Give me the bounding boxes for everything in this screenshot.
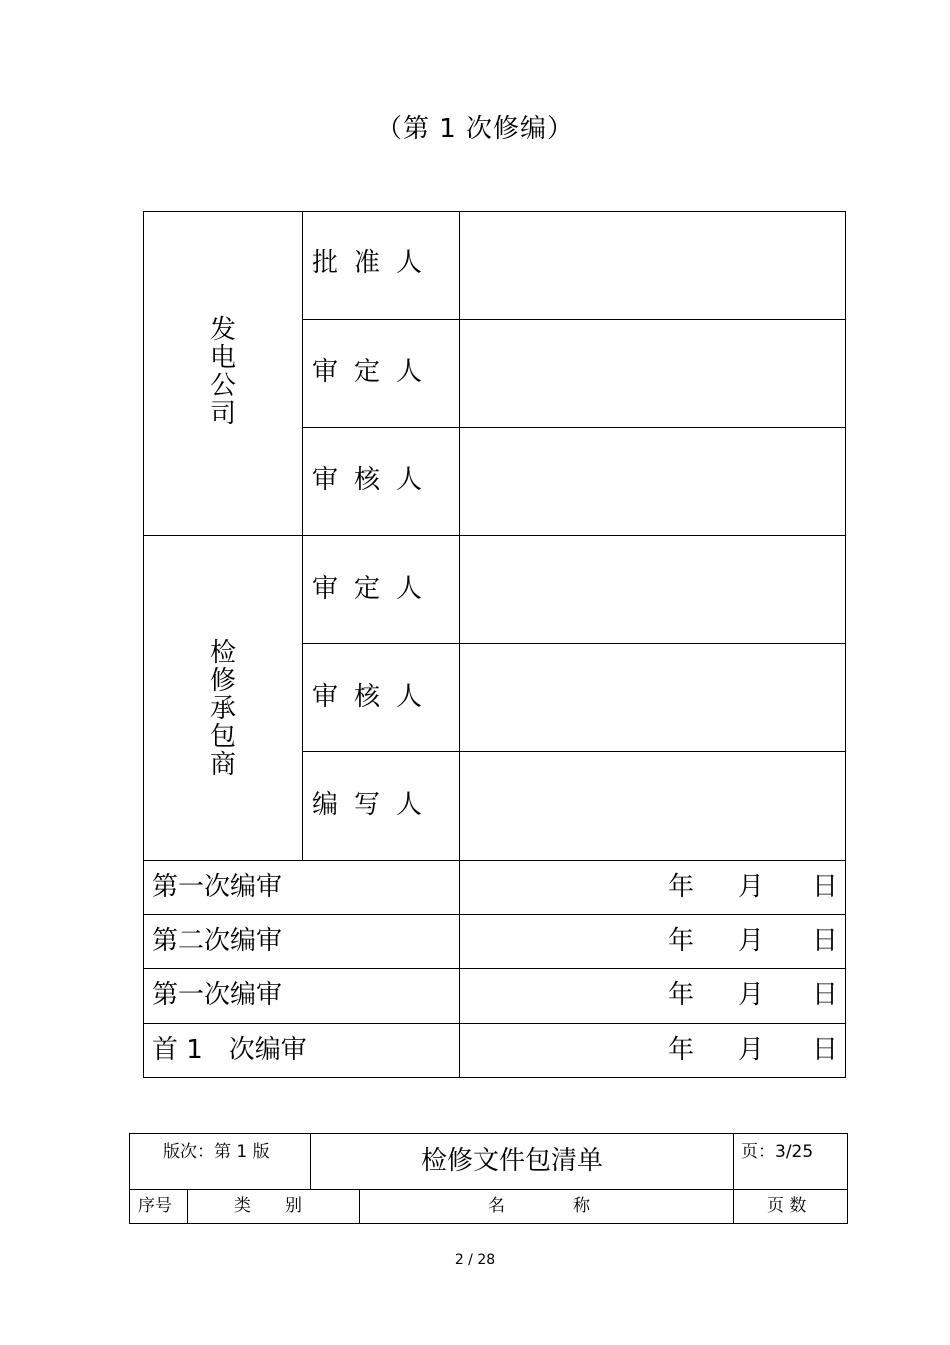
page-number: 2 / 28 bbox=[454, 1252, 496, 1268]
divider bbox=[359, 1189, 360, 1223]
page-heading: （第 1 次修编） bbox=[375, 114, 575, 144]
date-year: 年 bbox=[668, 980, 695, 1010]
date-year: 年 bbox=[668, 926, 695, 956]
group-label-char: 包 bbox=[209, 722, 236, 752]
review-label: 第二次编审 bbox=[152, 926, 283, 956]
group-label-char: 商 bbox=[209, 750, 236, 780]
divider bbox=[302, 212, 303, 861]
date-month: 月 bbox=[738, 872, 765, 902]
divider bbox=[144, 914, 845, 915]
edition-label: 版次：第 1 版 bbox=[163, 1142, 270, 1162]
group-label-char: 承 bbox=[209, 694, 236, 724]
date-year: 年 bbox=[668, 872, 695, 902]
role-approver: 批准人 bbox=[312, 248, 439, 278]
column-seq: 序号 bbox=[138, 1196, 172, 1216]
group-label-power-company bbox=[203, 316, 243, 428]
divider bbox=[302, 751, 845, 752]
review-label: 首 1 次编审 bbox=[152, 1035, 307, 1065]
group-label-contractor bbox=[203, 639, 243, 779]
document-title: 检修文件包清单 bbox=[421, 1146, 604, 1176]
column-name: 名 称 bbox=[488, 1196, 590, 1216]
divider bbox=[144, 860, 845, 861]
page-of-label: 页：3/25 bbox=[741, 1142, 814, 1162]
divider bbox=[144, 1023, 845, 1024]
group-label-char: 公 bbox=[209, 371, 236, 401]
date-month: 月 bbox=[738, 1035, 765, 1065]
document-header-table bbox=[129, 1133, 848, 1224]
divider bbox=[733, 1134, 734, 1223]
role-certifier: 审定人 bbox=[312, 357, 439, 387]
date-day: 日 bbox=[812, 872, 839, 902]
divider bbox=[310, 1134, 311, 1189]
role-author: 编写人 bbox=[312, 790, 439, 820]
column-category: 类 别 bbox=[234, 1196, 302, 1216]
group-label-char: 修 bbox=[209, 666, 236, 696]
divider bbox=[187, 1189, 188, 1223]
role-reviewer: 审核人 bbox=[312, 682, 439, 712]
divider bbox=[302, 427, 845, 428]
role-reviewer: 审核人 bbox=[312, 465, 439, 495]
date-month: 月 bbox=[738, 926, 765, 956]
group-label-char: 司 bbox=[209, 399, 236, 429]
divider bbox=[302, 643, 845, 644]
date-day: 日 bbox=[812, 980, 839, 1010]
divider bbox=[144, 968, 845, 969]
divider bbox=[144, 535, 845, 536]
group-label-char: 电 bbox=[209, 343, 236, 373]
group-label-char: 检 bbox=[209, 638, 236, 668]
date-day: 日 bbox=[812, 926, 839, 956]
group-label-char: 发 bbox=[209, 315, 236, 345]
date-day: 日 bbox=[812, 1035, 839, 1065]
review-label: 第一次编审 bbox=[152, 980, 283, 1010]
review-label: 第一次编审 bbox=[152, 872, 283, 902]
divider bbox=[302, 319, 845, 320]
divider bbox=[130, 1189, 847, 1190]
column-pages: 页 数 bbox=[767, 1196, 807, 1216]
approval-table bbox=[143, 211, 846, 1078]
date-month: 月 bbox=[738, 980, 765, 1010]
role-certifier: 审定人 bbox=[312, 574, 439, 604]
divider bbox=[459, 212, 460, 1077]
date-year: 年 bbox=[668, 1035, 695, 1065]
